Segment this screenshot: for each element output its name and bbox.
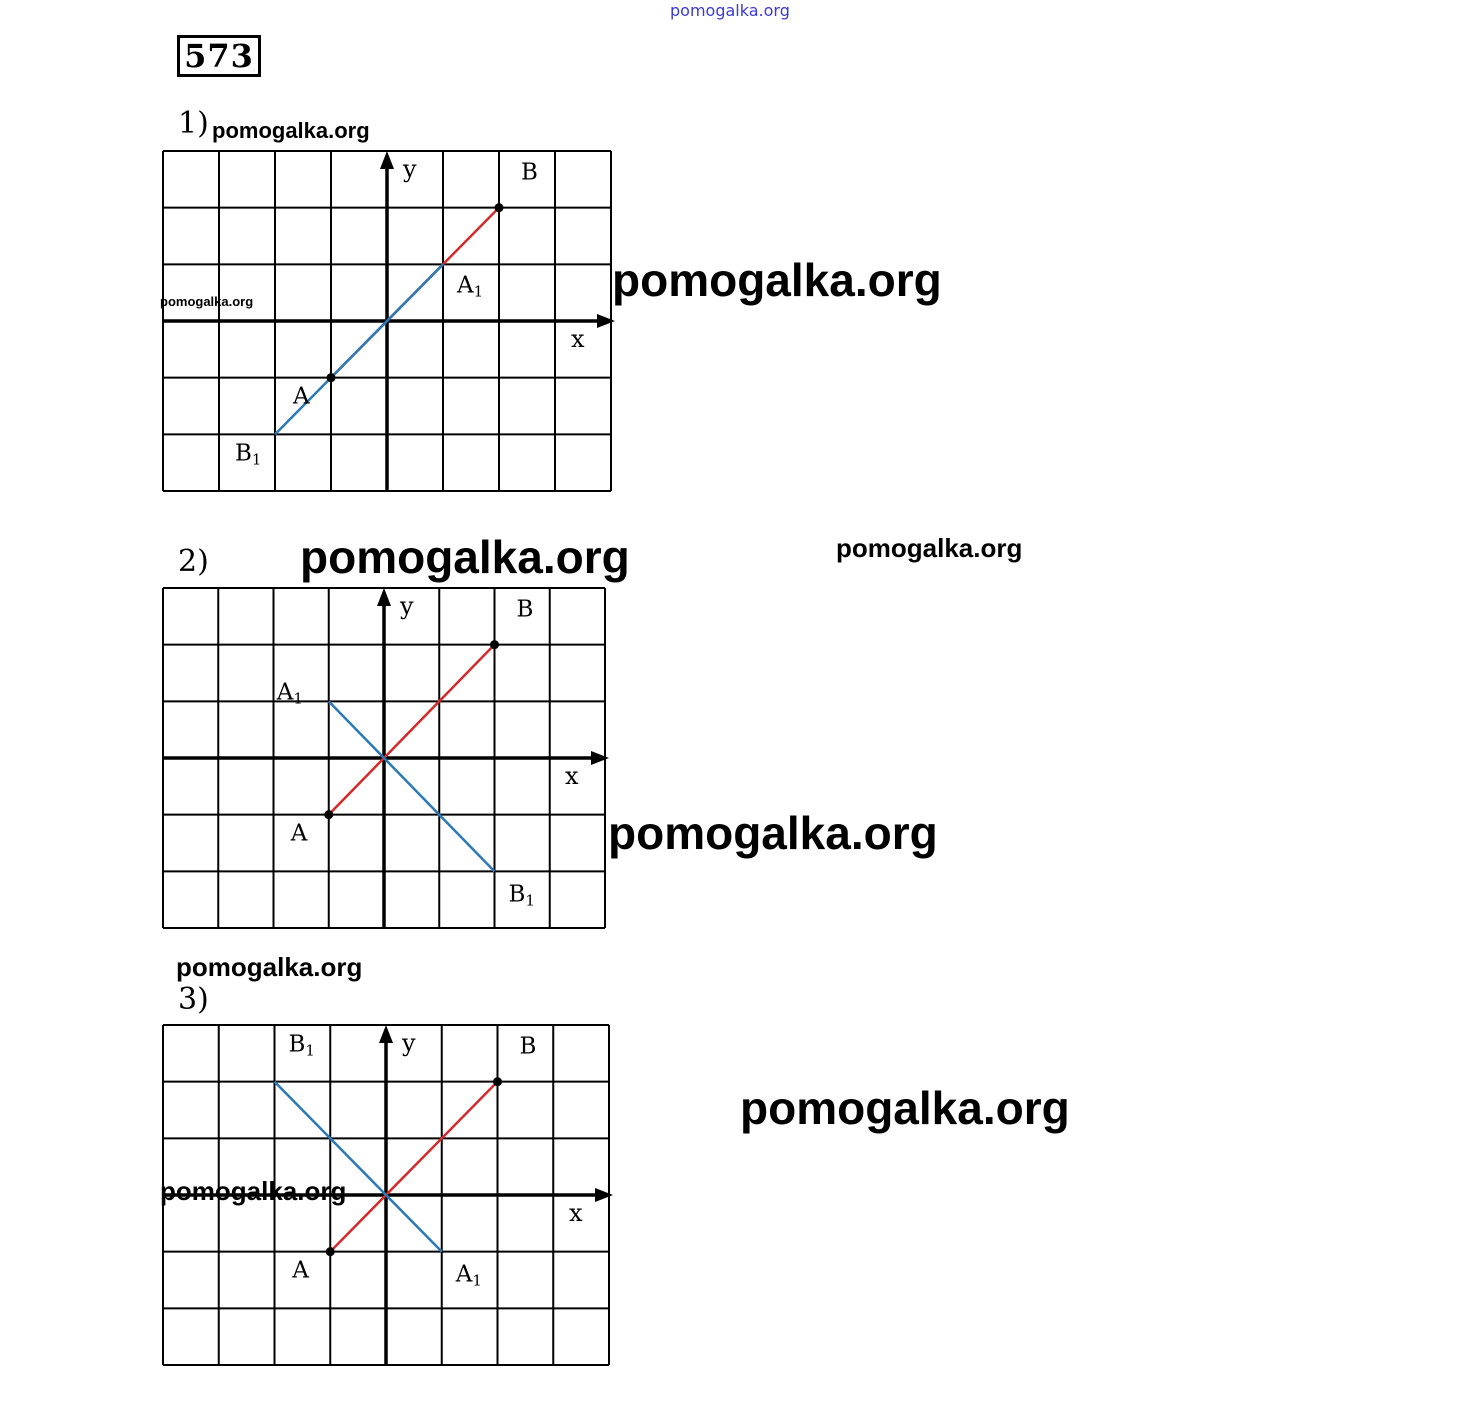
point-label-B: B (516, 596, 534, 623)
point-A-dot (324, 810, 333, 819)
point-label-subscript: 1 (525, 891, 535, 910)
point-label-A: A (290, 820, 308, 847)
problem-number-box (177, 35, 261, 77)
watermark: pomogalka.org (836, 533, 1023, 563)
coordinate-grid-1 (162, 150, 612, 492)
watermark: pomogalka.org (740, 1082, 1070, 1134)
watermark: pomogalka.org (300, 531, 630, 583)
point-label-A: A (293, 383, 310, 410)
watermark: pomogalka.org (608, 807, 938, 859)
x-axis-arrow-icon (597, 314, 615, 328)
point-B-dot (493, 1077, 502, 1086)
point-A-dot (327, 373, 336, 382)
x-axis-label: x (571, 325, 585, 353)
x-axis-arrow-icon (595, 1188, 613, 1202)
point-label-B: B (519, 1033, 537, 1060)
point-label-A1: A1 (276, 679, 303, 708)
x-axis-label: x (565, 762, 579, 790)
y-axis-label: y (400, 592, 414, 620)
coordinate-grid-2 (162, 587, 606, 929)
y-axis-arrow-icon (377, 588, 391, 606)
segment-AB (329, 645, 495, 815)
point-label-subscript: 1 (473, 282, 484, 301)
point-label-B1: B1 (508, 881, 535, 910)
problem-number: 573 (184, 37, 254, 75)
point-label-subscript: 1 (293, 689, 303, 708)
y-axis-arrow-icon (379, 1025, 393, 1043)
point-B-dot (490, 640, 499, 649)
point-label-subscript: 1 (472, 1271, 482, 1290)
point-label-A1: A1 (457, 272, 484, 301)
point-label-B1: B1 (235, 440, 262, 469)
segment-AB (330, 1082, 497, 1252)
y-axis-arrow-icon (380, 151, 394, 169)
point-label-B: B (521, 159, 538, 186)
watermark: pomogalka.org (212, 118, 370, 143)
part-label-2: 2) (178, 544, 209, 579)
watermark: pomogalka.org (160, 294, 254, 309)
segment-A1B1 (329, 701, 495, 871)
point-A-dot (326, 1247, 335, 1256)
watermark-top: pomogalka.org (670, 1, 790, 20)
watermark: pomogalka.org (160, 1176, 347, 1206)
y-axis-label: y (402, 1029, 416, 1057)
x-axis-arrow-icon (591, 751, 609, 765)
y-axis-label: y (403, 155, 417, 183)
point-label-subscript: 1 (305, 1041, 315, 1060)
point-label-subscript: 1 (251, 450, 262, 469)
watermark: pomogalka.org (612, 254, 942, 306)
watermark: pomogalka.org (176, 952, 363, 982)
x-axis-label: x (569, 1199, 583, 1227)
point-label-A: A (292, 1257, 309, 1284)
part-label-3: 3) (178, 982, 209, 1017)
point-label-A1: A1 (455, 1261, 482, 1290)
part-label-1: 1) (178, 106, 209, 141)
point-B-dot (495, 203, 504, 212)
segment-A1B1 (275, 1082, 442, 1252)
point-label-B1: B1 (288, 1031, 315, 1060)
